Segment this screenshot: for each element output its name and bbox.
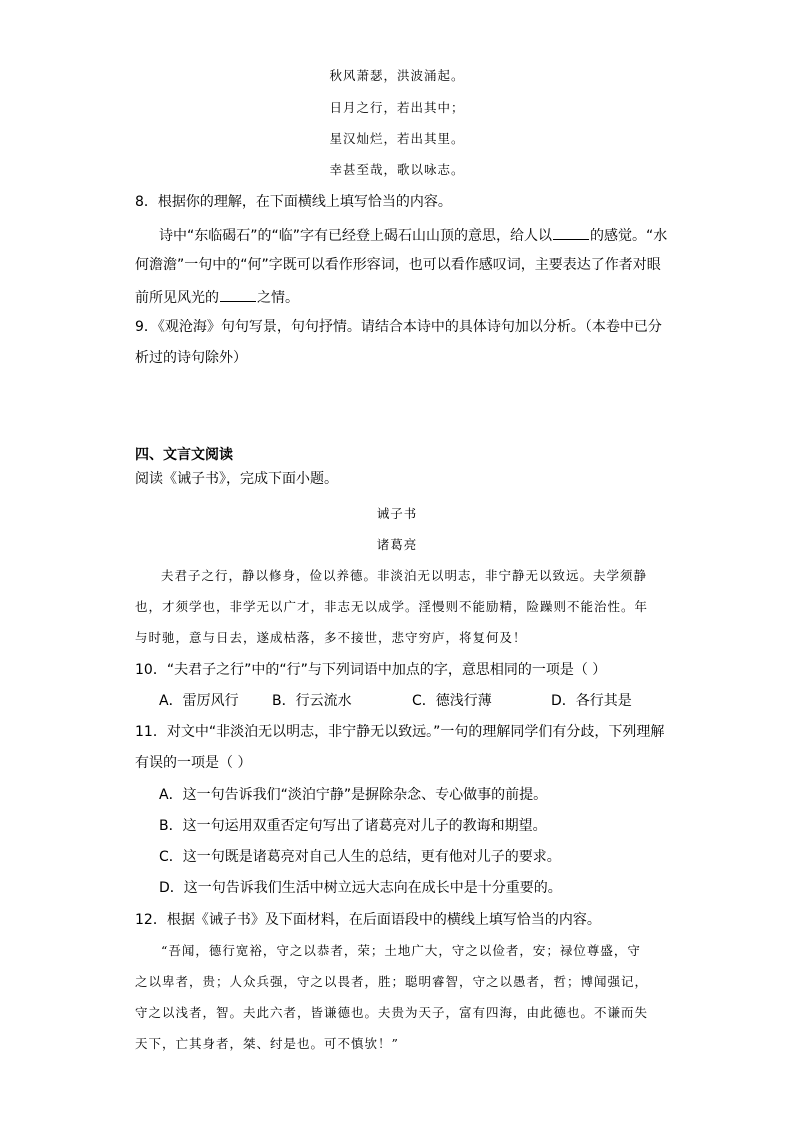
option-b[interactable]: B．行云流水 — [272, 693, 352, 709]
option-c[interactable]: C．德浅行薄 — [412, 693, 492, 709]
passage-line: 与时驰，意与日去，遂成枯落，多不接世，悲守穷庐，将复何及！ — [135, 630, 527, 645]
question-10-prompt: 10．“夫君子之行”中的“行”与下列词语中加点的字，意思相同的一项是（ ） — [135, 662, 607, 678]
material-line: 守之以浅者，智。夫此六者，皆谦德也。夫贵为天子，富有四海，由此德也。不谦而失 — [135, 1005, 649, 1020]
question-8-prompt: 8．根据你的理解，在下面横线上填写恰当的内容。 — [135, 194, 452, 210]
passage-line: 夫君子之行，静以修身，俭以养德。非淡泊无以明志，非宁静无以致远。夫学须静 — [161, 568, 648, 583]
question-8-text: 之情。 — [257, 290, 299, 306]
question-11-line: 有误的一项是（ ） — [135, 755, 252, 771]
material-line: “吾闻，德行宽裕，守之以恭者，荣；土地广大，守之以俭者，安；禄位尊盛，守 — [161, 943, 641, 958]
passage-line: 也，才须学也，非学无以广才，非志无以成学。淫慢则不能励精，险躁则不能治性。年 — [135, 599, 649, 614]
option-a[interactable]: A．雷厉风行 — [159, 693, 239, 709]
question-8-text: 前所见风光的 — [135, 290, 219, 306]
option-d[interactable]: D．各行其是 — [551, 693, 632, 709]
answer-blank[interactable] — [220, 287, 256, 302]
section-intro: 阅读《诫子书》，完成下面小题。 — [135, 471, 338, 487]
material-line: 之以卑者，贵；人众兵强，守之以畏者，胜；聪明睿智，守之以愚者，哲；博闻强记， — [135, 974, 649, 989]
poem-line: 星汉灿烂，若出其里。 — [329, 131, 465, 146]
poem-line: 日月之行，若出其中； — [329, 100, 465, 115]
question-8-text: 诗中“东临碣石”的“临”字有已经登上碣石山山顶的意思，给人以 — [159, 228, 553, 244]
question-8-text: 的感觉。“水 — [590, 228, 668, 244]
question-9-line: 析过的诗句除外） — [135, 350, 247, 366]
passage-author: 诸葛亮 — [376, 537, 418, 552]
question-8-line — [135, 287, 299, 307]
poem-line: 幸甚至哉，歌以咏志。 — [329, 162, 465, 177]
option-b[interactable]: B．这一句运用双重否定句写出了诸葛亮对儿子的教诲和期望。 — [159, 818, 547, 834]
passage-title: 诫子书 — [376, 506, 418, 521]
question-11-line: 11．对文中“非淡泊无以明志，非宁静无以致远。”一句的理解同学们有分歧，下列理解 — [135, 724, 665, 740]
option-d[interactable]: D．这一句告诉我们生活中树立远大志向在成长中是十分重要的。 — [159, 880, 562, 896]
answer-blank[interactable] — [553, 225, 589, 240]
question-8-line: 何澹澹”一句中的“何”字既可以看作形容词，也可以看作感叹词，主要表达了作者对眼 — [135, 257, 661, 273]
section-heading: 四、文言文阅读 — [135, 447, 233, 463]
question-12-prompt: 12．根据《诫子书》及下面材料，在后面语段中的横线上填写恰当的内容。 — [135, 912, 601, 928]
question-8-line — [159, 225, 667, 245]
material-line: 天下，亡其身者，桀、纣是也。可不慎欤！” — [135, 1036, 399, 1051]
option-c[interactable]: C．这一句既是诸葛亮对自己人生的总结，更有他对儿子的要求。 — [159, 849, 561, 865]
question-9-line: 9．《观沧海》句句写景，句句抒情。请结合本诗中的具体诗句加以分析。（本卷中已分 — [135, 319, 662, 335]
poem-line: 秋风萧瑟，洪波涌起。 — [329, 68, 465, 83]
option-a[interactable]: A．这一句告诉我们“淡泊宁静”是摒除杂念、专心做事的前提。 — [159, 787, 548, 803]
